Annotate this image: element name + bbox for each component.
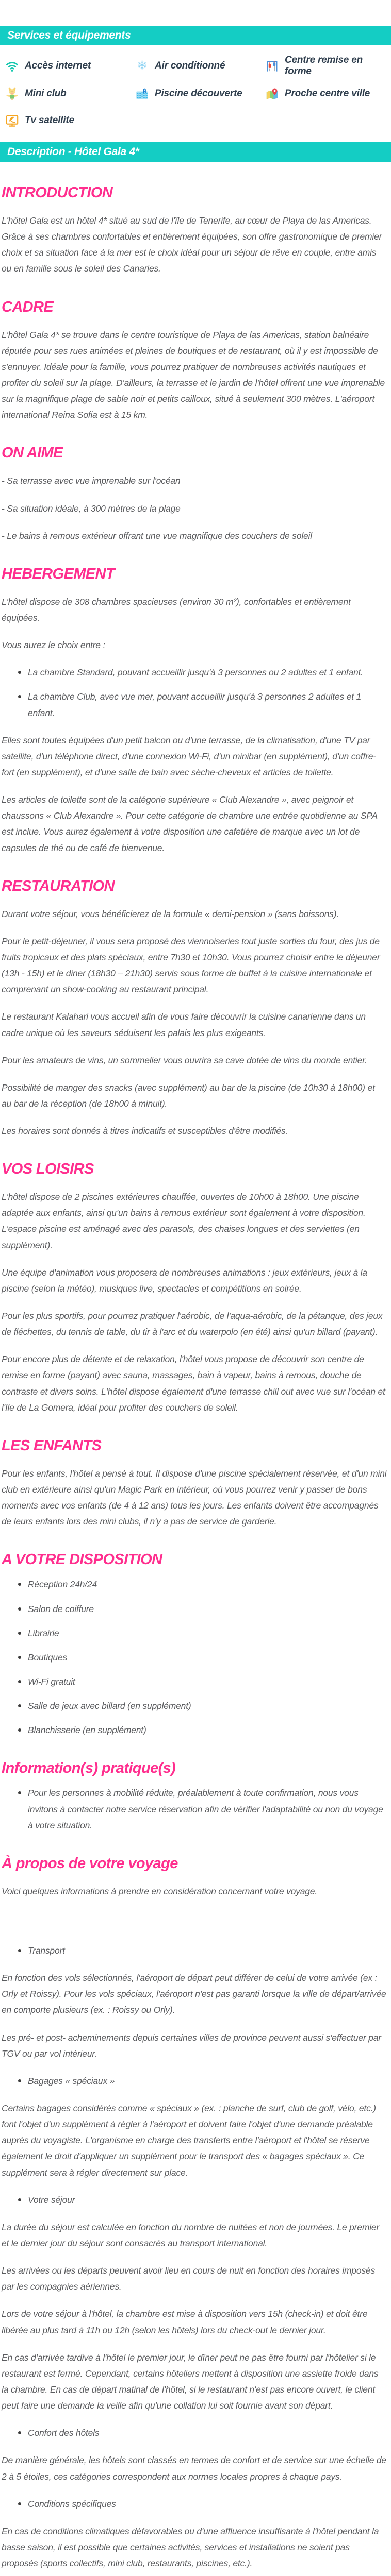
snowflake-icon: ❄ (137, 59, 148, 73)
bullet-item (18, 2073, 387, 2089)
service-label: Mini club (25, 88, 67, 99)
bullet-dot-icon (18, 2198, 21, 2201)
paragraph: L'hôtel Gala est un hôtel 4* situé au sud de l'île de Tenerife, au cœur de Playa de las Americas. Grâce à ses chambres confortables et entièrement équipées, son offre gastronomique de premier choix et sa situation face à la mer est le choix idéal pour un séjour de rêve en couple, entre amis ou en famille sous le soleil des Canaries. (2, 215, 382, 274)
paragraph: Pour encore plus de détente et de relaxation, l'hôtel vous propose de découvrir son centre de remise en forme (payant) avec sauna, massages, bain à vapeur, bains à remous, douche de contraste et divers soins. L'hôtel dispose également d'une terrasse chill out avec vue sur l'océan et l'Ile de La Gomera, idéal pour profiter des couchers de soleil. (2, 1354, 385, 1413)
mini-club-icon (5, 87, 19, 101)
paragraph: Elles sont toutes équipées d'un petit balcon ou d'une terrasse, de la climatisation, d'une TV par satellite, d'un téléphone direct, d'une connexion Wi-Fi, d'un minibar (en supplément), d'un coffre-fort (en supplément), et d'une salle de bain avec sèche-cheveux et articles de toilette. (2, 735, 376, 777)
bullet-item (18, 1785, 387, 1833)
bullet-text: Confort des hôtels (28, 2428, 100, 2438)
bullet-item (18, 2425, 387, 2441)
bullet-text: La chambre Standard, pouvant accueillir jusqu'à 3 personnes ou 2 adultes et 1 enfant. (28, 667, 363, 678)
section-title: À propos de votre voyage (2, 1855, 178, 1872)
bullet-text: Réception 24h/24 (28, 1579, 97, 1590)
paragraph: Le restaurant Kalahari vous accueil afin de vous faire découvrir la cuisine canarienne dans un cadre unique où les saveurs séduisent les palais les plus exigeants. (2, 1011, 366, 1038)
service-item (5, 110, 135, 131)
bullet-item (18, 1577, 387, 1592)
paragraph: Certains bagages considérés comme « spéciaux » (ex. : planche de surf, club de golf, vélo, etc.) font l'objet d'un supplément à régler à l'aéroport et doivent faire l'objet d'une demande préalable auprès du voyagiste. L'organisme en charge des transferts entre l'aéroport et l'hôtel se réserve également le droit d'appliquer un supplément pour le transport des « bagages spéciaux ». Ce supplément sera à régler directement sur place. (2, 2103, 376, 2178)
bullet-dot-icon (18, 2502, 21, 2505)
paragraph: Les pré- et post- acheminements depuis certaines villes de province peuvent aussi s'effectuer par TGV ou par vol intérieur. (2, 2032, 381, 2059)
bullet-dot-icon (18, 1791, 21, 1794)
paragraph: En cas de conditions climatiques défavorables ou d'une affluence insuffisante à l'hôtel pendant la basse saison, il est possible que certaines activités, services et installations ne soient pas proposés (sports collectifs, mini club, restaurants, piscines, etc.). (2, 2526, 379, 2569)
paragraph: L'hôtel Gala 4* se trouve dans le centre touristique de Playa de las Americas, station balnéaire réputée pour ses rues animées et pleines de boutiques et de restaurant, où il y est impossible de s'ennuyer. Idéale pour la famille, vous pourrez pratiquer de nombreuses activités nautiques et profiter du soleil sur la plage. D'ailleurs, la terrasse et le jardin de l'hôtel offrent une vue imprenable sur la magnifique plage de sable noir et petits cailloux, situé à seulement 300 mètres. L'aéroport international Reina Sofia est à 15 km. (2, 329, 385, 420)
section-title: A VOTRE DISPOSITION (2, 1551, 162, 1568)
bullet-dot-icon (18, 1728, 21, 1732)
bullet-text: Wi-Fi gratuit (28, 1676, 75, 1687)
service-item (265, 83, 389, 104)
service-label: Proche centre ville (285, 88, 370, 99)
bullet-item (18, 2496, 387, 2512)
bullet-item (18, 1601, 387, 1617)
section-title: ON AIME (2, 445, 63, 462)
paragraph: Une équipe d'animation vous proposera de nombreuses animations : jeux extérieurs, jeux à la piscine (selon la météo), musiques live, spectacles et compétitions en soirée. (2, 1267, 367, 1294)
bullet-item (18, 1698, 387, 1714)
section-title: VOS LOISIRS (2, 1161, 94, 1178)
bullet-text: Conditions spécifiques (28, 2498, 116, 2509)
bullet-dot-icon (18, 1949, 21, 1952)
bullet-item (18, 1625, 387, 1641)
bullet-text: Transport (28, 1945, 65, 1956)
paragraph: Lors de votre séjour à l'hôtel, la chambre est mise à disposition vers 15h (check-in) et doit être libérée au plus tard à 11h ou 12h (selon les hôtels) lors du check-out le dernier jour. (2, 2309, 368, 2335)
bullet-dot-icon (18, 2431, 21, 2434)
bullet-dot-icon (18, 695, 21, 698)
paragraph: Voici quelques informations à prendre en considération concernant votre voyage. (2, 1886, 317, 1896)
bullet-item (18, 1722, 387, 1738)
description-header-band (0, 142, 391, 162)
description-header-title: Description - Hôtel Gala 4* (7, 146, 139, 158)
paragraph: Pour les enfants, l'hôtel a pensé à tout. Il dispose d'une piscine spécialement réservée, et d'un mini club en extérieure ainsi qu'un Magic Park en intérieur, où vous pourrez venir y passer de bons moments avec vos enfants (de 4 à 12 ans) tous les jours. Les enfants doivent être accompagnés de leurs enfants lors des mini clubs, il n'y a pas de service de garderie. (2, 1468, 387, 1527)
section-title: Information(s) pratique(s) (2, 1760, 176, 1777)
bullet-item (18, 689, 387, 721)
bullet-dot-icon (18, 2079, 21, 2082)
bullet-dot-icon (18, 1583, 21, 1586)
bullet-text: Boutiques (28, 1652, 68, 1663)
bullet-text: Pour les personnes à mobilité réduite, préalablement à toute confirmation, nous vous invitons à contacter notre service réservation afin de vérifier l'adaptabilité ou non du voyage à votre situation. (28, 1788, 383, 1831)
description-body (0, 162, 391, 2576)
service-label: Air conditionné (155, 60, 225, 71)
service-label: Accès internet (25, 60, 91, 71)
bullet-text: Salle de jeux avec billard (en supplément) (28, 1701, 191, 1711)
bullet-text: Salon de coiffure (28, 1603, 94, 1614)
bullet-item (18, 1650, 387, 1666)
bullet-text: La chambre Club, avec vue mer, pouvant accueillir jusqu'à 3 personnes 2 adultes et 1 enfant. (28, 691, 362, 718)
service-item (5, 55, 135, 77)
paragraph: - Le bains à remous extérieur offrant une vue magnifique des couchers de soleil (2, 530, 312, 541)
bullet-item (18, 665, 387, 681)
service-item (135, 55, 265, 77)
service-item (135, 83, 265, 104)
bullet-dot-icon (18, 1607, 21, 1611)
map-pin-icon (265, 87, 279, 101)
service-label: Piscine découverte (155, 88, 242, 99)
bullet-dot-icon (18, 1632, 21, 1635)
bullet-text: Librairie (28, 1628, 59, 1638)
paragraph: Possibilité de manger des snacks (avec supplément) au bar de la piscine (de 10h30 à 18h00) et au bar de la réception (de 18h00 à minuit). (2, 1082, 375, 1109)
paragraph: L'hôtel dispose de 308 chambres spacieuses (environ 30 m²), confortables et entièrement équipées. (2, 596, 351, 623)
section-title: CADRE (2, 298, 54, 315)
section-title: HEBERGEMENT (2, 565, 115, 582)
bullet-dot-icon (18, 1656, 21, 1659)
paragraph: En fonction des vols sélectionnés, l'aéroport de départ peut différer de celui de votre arrivée (ex : Orly et Roissy). Pour les vols spéciaux, l'aéroport n'est pas garanti lorsque la ville de départ/arrivée en comporte plusieurs (ex. : Roissy ou Orly). (2, 1973, 386, 2015)
bullet-dot-icon (18, 1680, 21, 1683)
tv-satellite-icon (5, 114, 19, 128)
bullet-text: Blanchisserie (en supplément) (28, 1725, 146, 1736)
paragraph: En cas d'arrivée tardive à l'hôtel le premier jour, le dîner peut ne pas être fourni par l'hôtelier si le restaurant est fermé. Cependant, certains hôteliers mettent à disposition une assiette froide dans la chambre. En cas de départ matinal de l'hôtel, si le restaurant n'est pas encore ouvert, le client peut faire une demande la veille afin qu'une collation lui soit fournie avant son départ. (2, 2352, 379, 2411)
bullet-text: Bagages « spéciaux » (28, 2075, 115, 2086)
service-label: Tv satellite (25, 115, 74, 126)
paragraph: De manière générale, les hôtels sont classés en termes de confort et de service sur une échelle de 2 à 5 étoiles, ces catégories correspondent aux normes locales propres à chaque pays. (2, 2455, 386, 2482)
paragraph: Les horaires sont donnés à titres indicatifs et susceptibles d'être modifiés. (2, 1126, 288, 1137)
service-label: Centre remise en forme (285, 55, 363, 77)
paragraph: - Sa terrasse avec vue imprenable sur l'océan (2, 476, 181, 486)
paragraph: L'hôtel dispose de 2 piscines extérieures chauffée, ouvertes de 10h00 à 18h00. Une piscine adaptée aux enfants, ainsi qu'un bains à remous extérieur sont également à votre disposition. L'espace piscine est aménagé avec des parasols, des chaises longues et des serviettes (en supplément). (2, 1192, 366, 1250)
paragraph: Pour les amateurs de vins, un sommelier vous ouvrira sa cave dotée de vins du monde entier. (2, 1055, 367, 1065)
paragraph: La durée du séjour est calculée en fonction du nombre de nuitées et non de journées. Le premier et le dernier jour du séjour sont consacrés au transport international. (2, 2222, 380, 2248)
paragraph: - Sa situation idéale, à 300 mètres de la plage (2, 503, 181, 514)
bullet-item (18, 1674, 387, 1690)
pool-icon (135, 87, 149, 101)
bullet-dot-icon (18, 671, 21, 674)
paragraph: Vous aurez le choix entre : (2, 640, 106, 651)
wifi-icon (5, 59, 19, 73)
paragraph: Pour les plus sportifs, pour pourrez pratiquer l'aérobic, de l'aqua-aérobic, de la pétanque, des jeux de fléchettes, du tennis de table, du tir à l'arc et du waterpolo (en été) ainsi qu'un billard (payant). (2, 1311, 383, 1337)
services-grid (0, 45, 391, 134)
paragraph: Les articles de toilette sont de la catégorie supérieure « Club Alexandre », avec peignoir et chaussons « Club Alexandre ». Pour cette catégorie de chambre une entrée quotidienne au SPA est inclue. Vous aurez également à votre disposition une cafetière de marque avec un lot de capsules de thé ou de café de bienvenue. (2, 794, 378, 853)
service-item (5, 83, 135, 104)
paragraph: Durant votre séjour, vous bénéficierez de la formule « demi-pension » (sans boissons). (2, 908, 339, 919)
services-header-title: Services et équipements (7, 29, 131, 41)
bullet-dot-icon (18, 1704, 21, 1707)
fitness-icon (265, 59, 279, 73)
hotel-description-page (0, 26, 391, 2576)
paragraph: Pour le petit-déjeuner, il vous sera proposé des viennoiseries tout juste sorties du four, des jus de fruits tropicaux et des plats spéciaux, entre 7h30 et 10h30. Vous pourrez choisir entre le déjeuner (13h - 15h) et le diner (18h30 – 21h30) servis sous forme de buffet à la cuisine internationale et comprenant un show-cooking au restaurant principal. (2, 936, 380, 995)
services-header-band (0, 26, 391, 45)
section-title: INTRODUCTION (2, 184, 113, 201)
spacer (2, 1911, 387, 1935)
bullet-item (18, 1943, 387, 1959)
paragraph: Les arrivées ou les départs peuvent avoir lieu en cours de nuit en fonction des horaires imposés par les compagnies aériennes. (2, 2265, 376, 2292)
section-title: RESTAURATION (2, 877, 115, 894)
bullet-item (18, 2192, 387, 2208)
bullet-text: Votre séjour (28, 2194, 75, 2205)
service-item (265, 55, 389, 77)
section-title: LES ENFANTS (2, 1437, 102, 1454)
